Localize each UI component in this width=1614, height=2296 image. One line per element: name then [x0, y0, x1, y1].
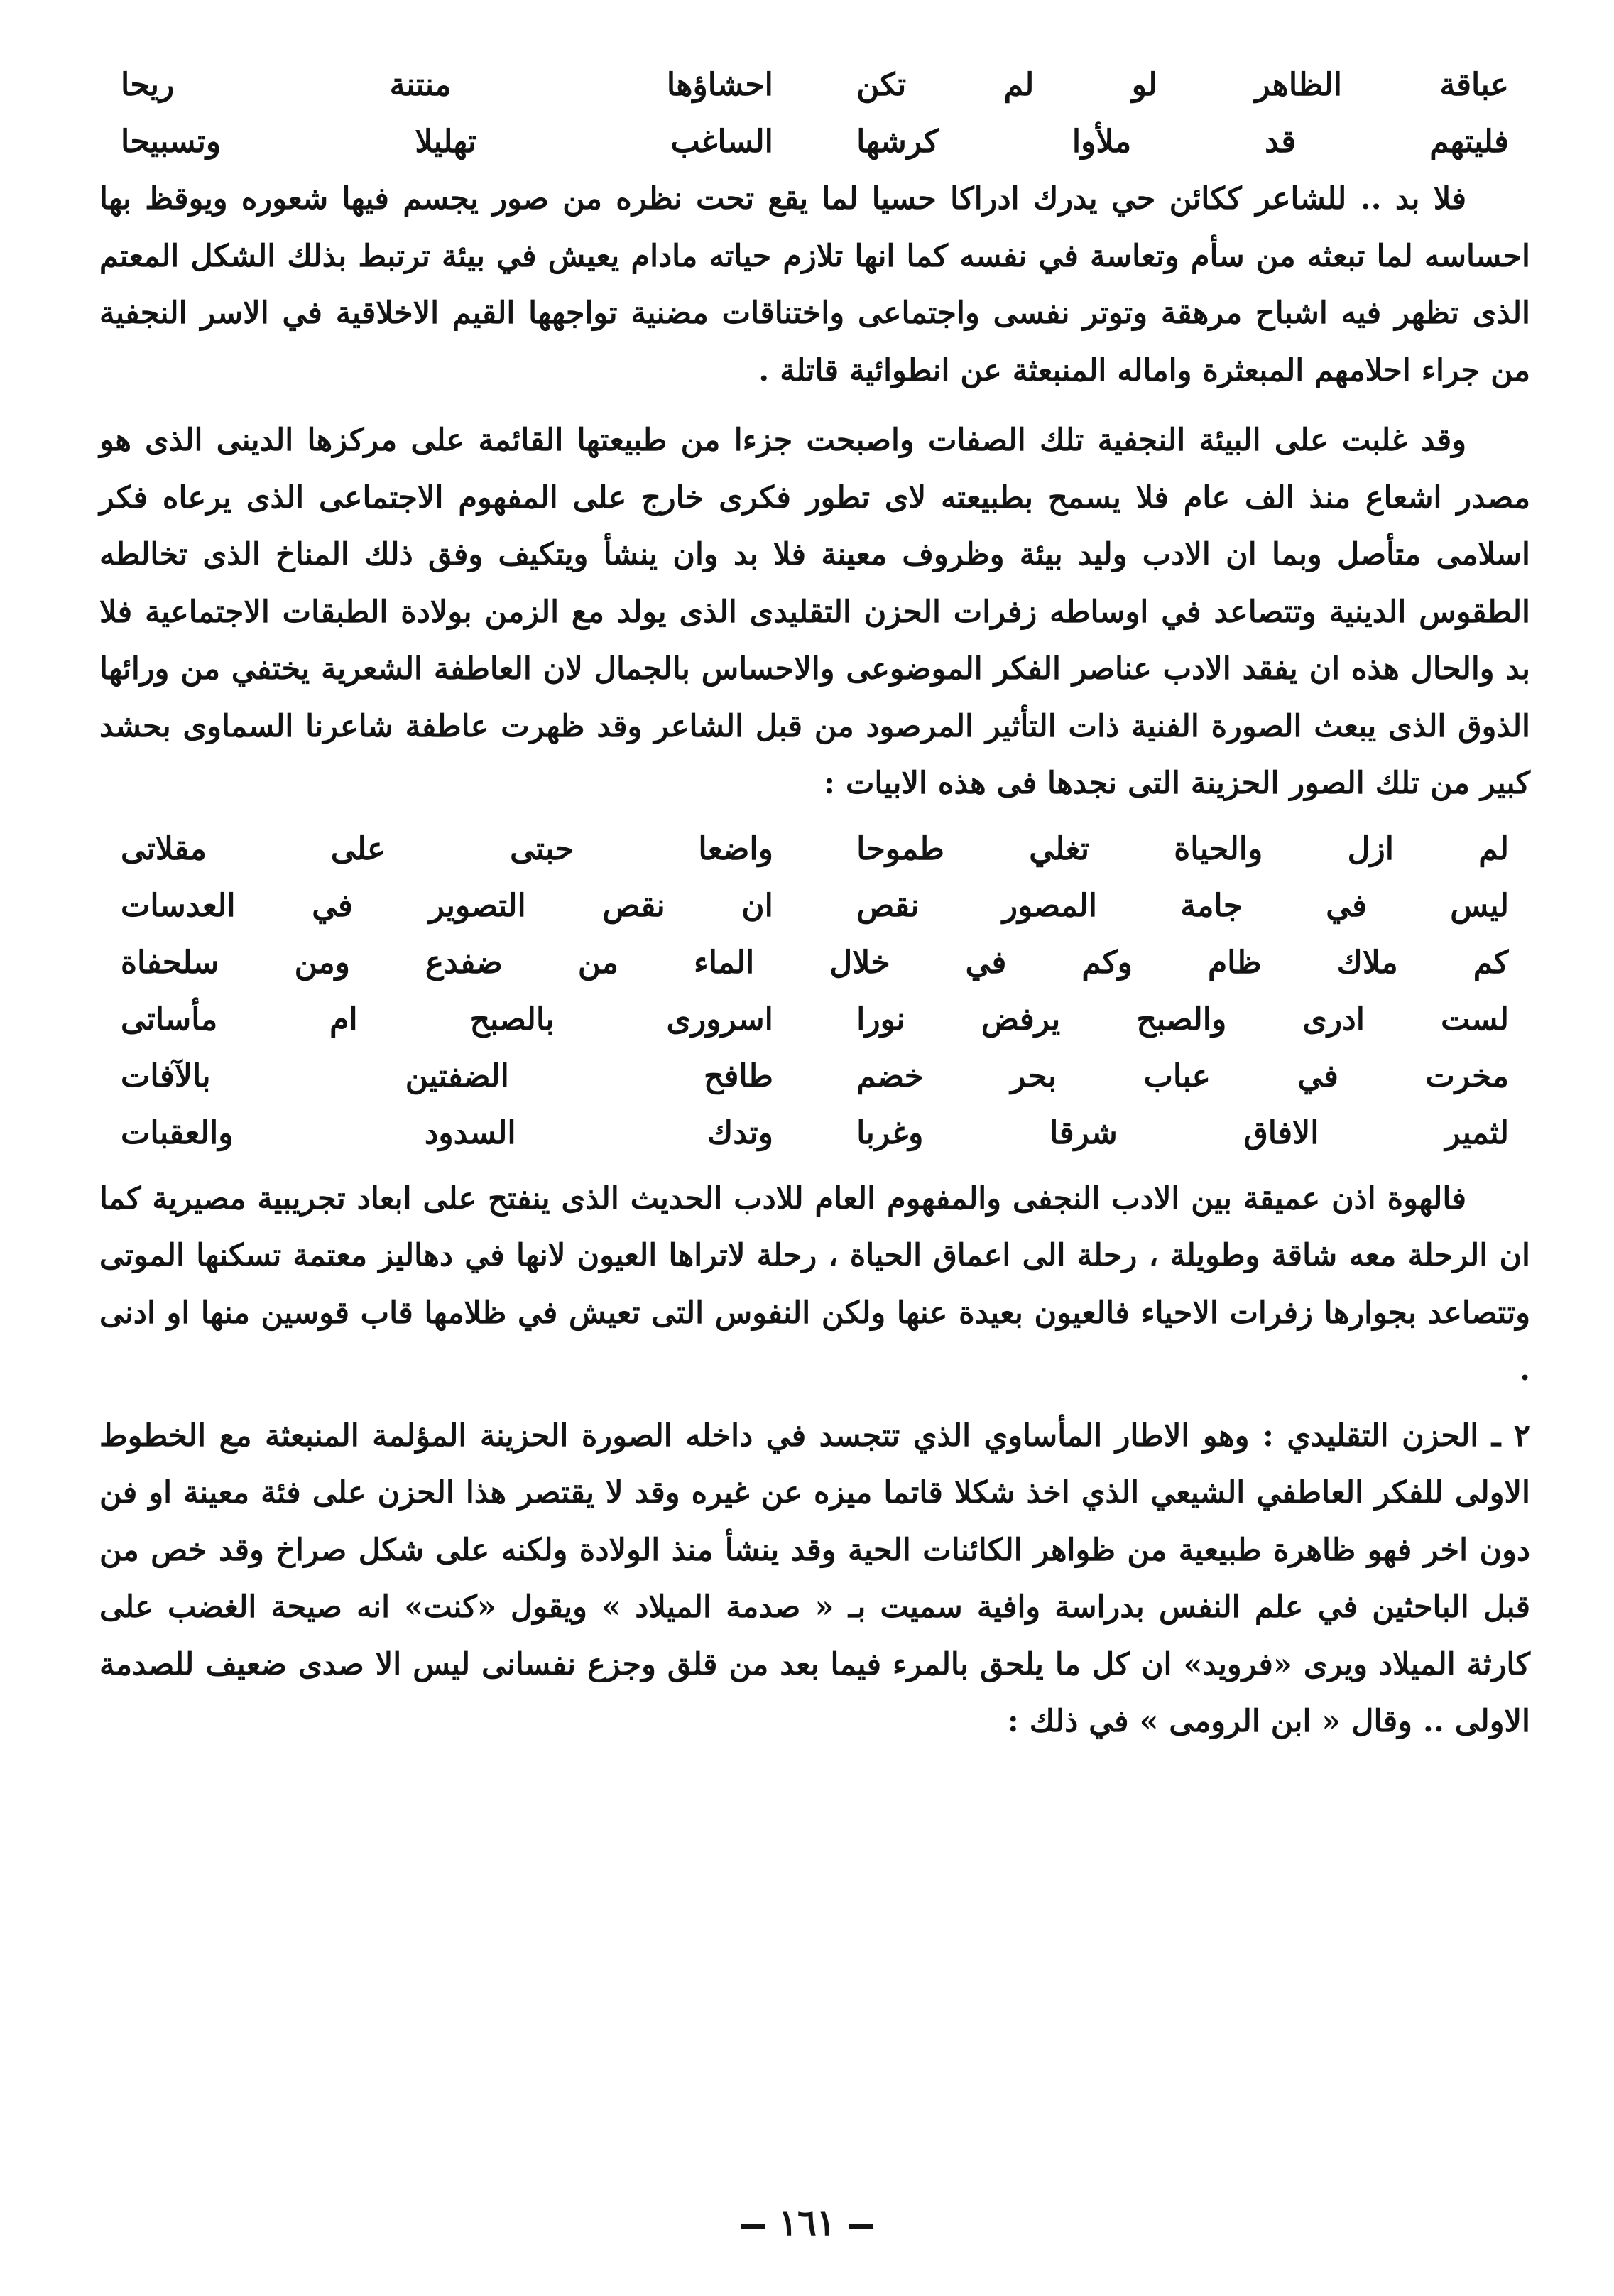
paragraph-text: فلا بد .. للشاعر ككائن حي يدرك ادراكا حسيا لما يقع تحت نظره من صور يجسم فيها شعوره ويوقظ بها احساسه لما تبعثه من سأم وتعاسة في نفسه كما انها تلازم حياته مادام يعيش في بيئة ترتبط بذلك الشكل المعتم الذى تظهر فيه اشباح مرهقة وتوتر نفسى واجتماعى واختناقات مضنية تواجهها القيم الاخلاقية في الاسر النجفية من جراء احلامهم المبعثرة واماله المنبعثة عن انطوائية قاتلة .: [99, 181, 1530, 388]
poem-verse: [121, 1048, 1509, 1105]
verse-first-hemistich: لست ادرى والصبح يرفض نورا: [856, 1001, 1509, 1038]
paragraph-gap-najaf-modern: [99, 1170, 1530, 1399]
verse-first-hemistich: ليس في جامة المصور نقص: [856, 887, 1509, 924]
paragraph-text: وقد غلبت على البيئة النجفية تلك الصفات واصبحت جزءا من طبيعتها القائمة على مركزها الدينى الذى هو مصدر اشعاع منذ الف عام فلا يسمح بطبيعته لاى تطور فكرى خارج على المفهوم الاجتماعى الذى يرعاه فكر اسلامى متأصل وبما ان الادب وليد بيئة وظروف معينة فلا بد وان ينشأ ويتكيف وفق ذلك المناخ الذى تخالطه الطقوس الدينية وتتصاعد في اوساطه زفرات الحزن التقليدى الذى يولد مع الزمن بولادة الطبقات الاجتماعية فلا بد والحال هذه ان يفقد الادب عناصر الفكر الموضوعى والاحساس بالجمال لان العاطفة الشعرية يختفي من ورائها الذوق الذى يبعث الصورة الفنية ذات التأثير المرصود من قبل الشاعر وقد ظهرت عاطفة شاعرنا السماوى بحشد كبير من تلك الصور الحزينة التى نجدها فى هذه الابيات :: [99, 423, 1530, 801]
page-number: [0, 2202, 1614, 2243]
paragraph-traditional-sorrow: [99, 1408, 1530, 1751]
page-number-dash: [741, 2224, 765, 2229]
poem-verse: [121, 821, 1509, 878]
verse-second-hemistich: اسرورى بالصبح ام مأساتى: [121, 1001, 773, 1038]
verse-first-hemistich: عباقة الظاهر لو لم تكن: [856, 67, 1509, 103]
opening-poem: [99, 57, 1530, 170]
verse-first-hemistich: فليتهم قد ملأوا كرشها: [856, 124, 1509, 160]
samawi-poem: [99, 821, 1530, 1162]
poem-verse: [121, 1105, 1509, 1162]
poem-verse: [121, 991, 1509, 1048]
verse-second-hemistich: احشاؤها منتنة ريحا: [121, 67, 773, 103]
poem-verse-single-line: [121, 935, 1509, 991]
page-number-text: ١٦١: [778, 2202, 836, 2243]
verse-second-hemistich: ان نقص التصوير في العدسات: [121, 887, 773, 924]
verse-full-line: كم ملاك ظام وكم في خلال الماء من ضفدع ومن سلحفاة: [121, 944, 1509, 981]
poem-verse: [121, 57, 1509, 114]
page-number-dash: [849, 2224, 873, 2229]
book-page: [99, 57, 1530, 2251]
verse-second-hemistich: واضعا حبتى على مقلاتى: [121, 830, 773, 867]
verse-first-hemistich: لثمير الافاق شرقا وغربا: [856, 1114, 1509, 1151]
verse-first-hemistich: لم ازل والحياة تغلي طموحا: [856, 830, 1509, 867]
paragraph-sensory-perception: [99, 170, 1530, 399]
verse-second-hemistich: وتدك السدود والعقبات: [121, 1114, 773, 1151]
verse-first-hemistich: مخرت في عباب بحر خضم: [856, 1057, 1509, 1094]
paragraph-text: فالهوة اذن عميقة بين الادب النجفى والمفهوم العام للادب الحديث الذى ينفتح على ابعاد تجريبية مصيرية كما ان الرحلة معه شاقة وطويلة ، رحلة الى اعماق الحياة ، رحلة لاتراها العيون لانها في دهاليز معتمة تسكنها الموتى وتتصاعد بجوارها زفرات الاحياء فالعيون بعيدة عنها ولكن النفوس التى تعيش في ظلامها قاب قوسين منها او ادنى .: [99, 1180, 1530, 1388]
poem-verse: [121, 114, 1509, 170]
paragraph-text: ٢ ـ الحزن التقليدي : وهو الاطار المأساوي الذي تتجسد في داخله الصورة الحزينة المؤلمة المنبعثة مع الخطوط الاولى للفكر العاطفي الشيعي الذي اخذ شكلا قاتما ميزه عن غيره وقد لا يقتصر هذا الحزن على فئة معينة او فن دون اخر فهو ظاهرة طبيعية من ظواهر الكائنات الحية وقد ينشأ منذ الولادة ولكنه على شكل صراخ وقد خص من قبل الباحثين في علم النفس بدراسة وافية سميت بـ « صدمة الميلاد » ويقول «كنت» انه صيحة الغضب على كارثة الميلاد ويرى «فرويد» ان كل ما يلحق بالمرء فيما بعد من قلق وجزع نفسانى ليس الا صدى ضعيف للصدمة الاولى .. وقال « ابن الرومى » في ذلك :: [99, 1418, 1530, 1739]
verse-second-hemistich: الساغب تهليلا وتسبيحا: [121, 124, 773, 160]
verse-second-hemistich: طافح الضفتين بالآفات: [121, 1057, 773, 1094]
poem-verse: [121, 878, 1509, 935]
paragraph-najaf-environment: [99, 412, 1530, 812]
